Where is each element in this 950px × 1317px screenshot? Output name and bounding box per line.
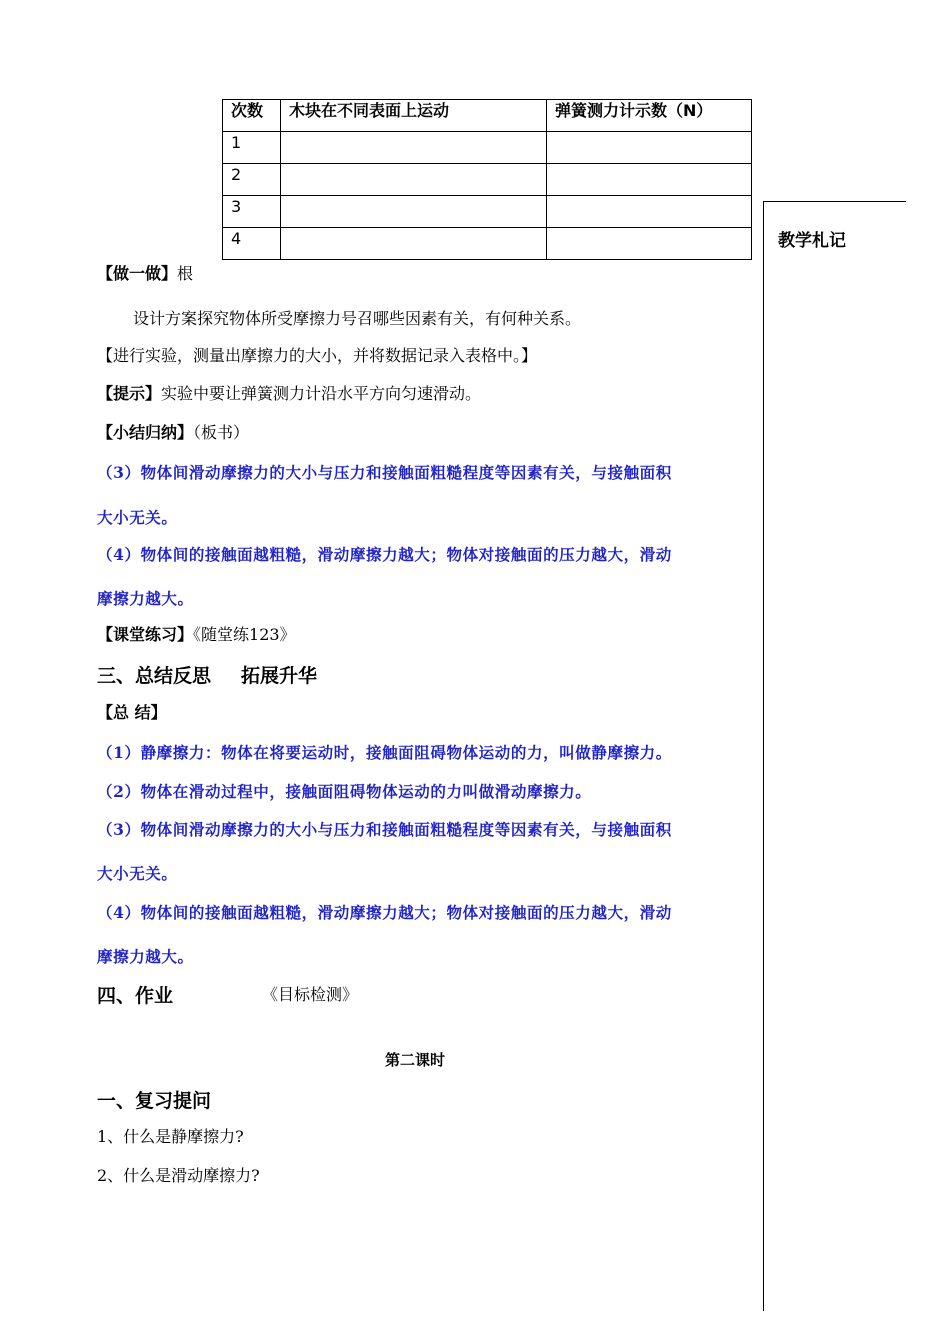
table-cell	[281, 228, 547, 260]
notes-column-top-border	[763, 201, 906, 202]
design-line: 设计方案探究物体所受摩擦力号召哪些因素有关，有何种关系。	[133, 309, 582, 328]
table-cell: 1	[223, 132, 281, 164]
conclusion-point-2: （2）物体在滑动过程中，接触面阻碍物体运动的力叫做滑动摩擦力。	[97, 782, 592, 801]
conclusion-label: 【总 结】	[97, 703, 167, 722]
table-row	[223, 196, 752, 228]
hint-label: 【提示】	[97, 384, 162, 403]
notes-title: 教学札记	[778, 231, 846, 251]
section-4-heading: 四、作业	[97, 985, 174, 1007]
table-row	[223, 164, 752, 196]
do-it-line	[97, 264, 193, 284]
table-row	[223, 132, 752, 164]
practice-label: 【课堂练习】	[97, 625, 194, 644]
table-row	[223, 228, 752, 260]
do-label: 【做一做】	[97, 264, 178, 283]
table-cell	[547, 132, 752, 164]
table-cell	[547, 196, 752, 228]
section-3-heading	[97, 661, 317, 688]
practice-line	[97, 625, 296, 645]
table-cell: 2	[223, 164, 281, 196]
table-cell: 4	[223, 228, 281, 260]
table-cell	[281, 164, 547, 196]
summary-point-4-line2: 摩擦力越大。	[97, 589, 194, 608]
table-cell	[281, 196, 547, 228]
conclusion-point-3-line2: 大小无关。	[97, 864, 178, 883]
practice-text: 《随堂练123》	[193, 625, 296, 644]
data-table	[222, 99, 752, 260]
conclusion-point-4-line2: 摩擦力越大。	[97, 947, 194, 966]
header-count: 次数	[223, 100, 281, 132]
table-cell	[547, 228, 752, 260]
question-2: 2、什么是滑动摩擦力?	[97, 1166, 260, 1185]
experiment-line: 【进行实验，测量出摩擦力的大小，并将数据记录入表格中。】	[97, 346, 538, 365]
conclusion-point-4-line1: （4）物体间的接触面越粗糙，滑动摩擦力越大；物体对接触面的压力越大，滑动	[97, 903, 672, 922]
header-reading: 弹簧测力计示数（N）	[547, 100, 752, 132]
lesson-2-title: 第二课时	[385, 1051, 446, 1069]
summary-point-4-line1: （4）物体间的接触面越粗糙，滑动摩擦力越大；物体对接触面的压力越大，滑动	[97, 545, 672, 564]
conclusion-point-1: （1）静摩擦力：物体在将要运动时，接触面阻碍物体运动的力，叫做静摩擦力。	[97, 743, 672, 762]
question-1: 1、什么是静摩擦力?	[97, 1127, 244, 1146]
table-header-row	[223, 100, 752, 132]
summary-line	[97, 423, 249, 443]
notes-column-left-border	[763, 201, 764, 1311]
conclusion-point-3-line1: （3）物体间滑动摩擦力的大小与压力和接触面粗糙程度等因素有关，与接触面积	[97, 820, 672, 839]
homework-text: 《目标检测》	[262, 985, 359, 1004]
do-text: 根	[177, 264, 194, 283]
section-1-heading: 一、复习提问	[97, 1090, 212, 1112]
summary-point-3-line1: （3）物体间滑动摩擦力的大小与压力和接触面粗糙程度等因素有关，与接触面积	[97, 463, 672, 482]
summary-point-3-line2: 大小无关。	[97, 508, 178, 527]
hint-line	[97, 384, 481, 404]
header-surface: 木块在不同表面上运动	[281, 100, 547, 132]
section-3-subtitle: 拓展升华	[241, 665, 318, 687]
summary-label: 【小结归纳】	[97, 423, 194, 442]
table-cell: 3	[223, 196, 281, 228]
table-cell	[547, 164, 752, 196]
table-cell	[281, 132, 547, 164]
summary-text: （板书）	[193, 423, 250, 442]
hint-text: 实验中要让弹簧测力计沿水平方向匀速滑动。	[161, 384, 482, 403]
section-3-title: 三、总结反思	[97, 665, 212, 687]
